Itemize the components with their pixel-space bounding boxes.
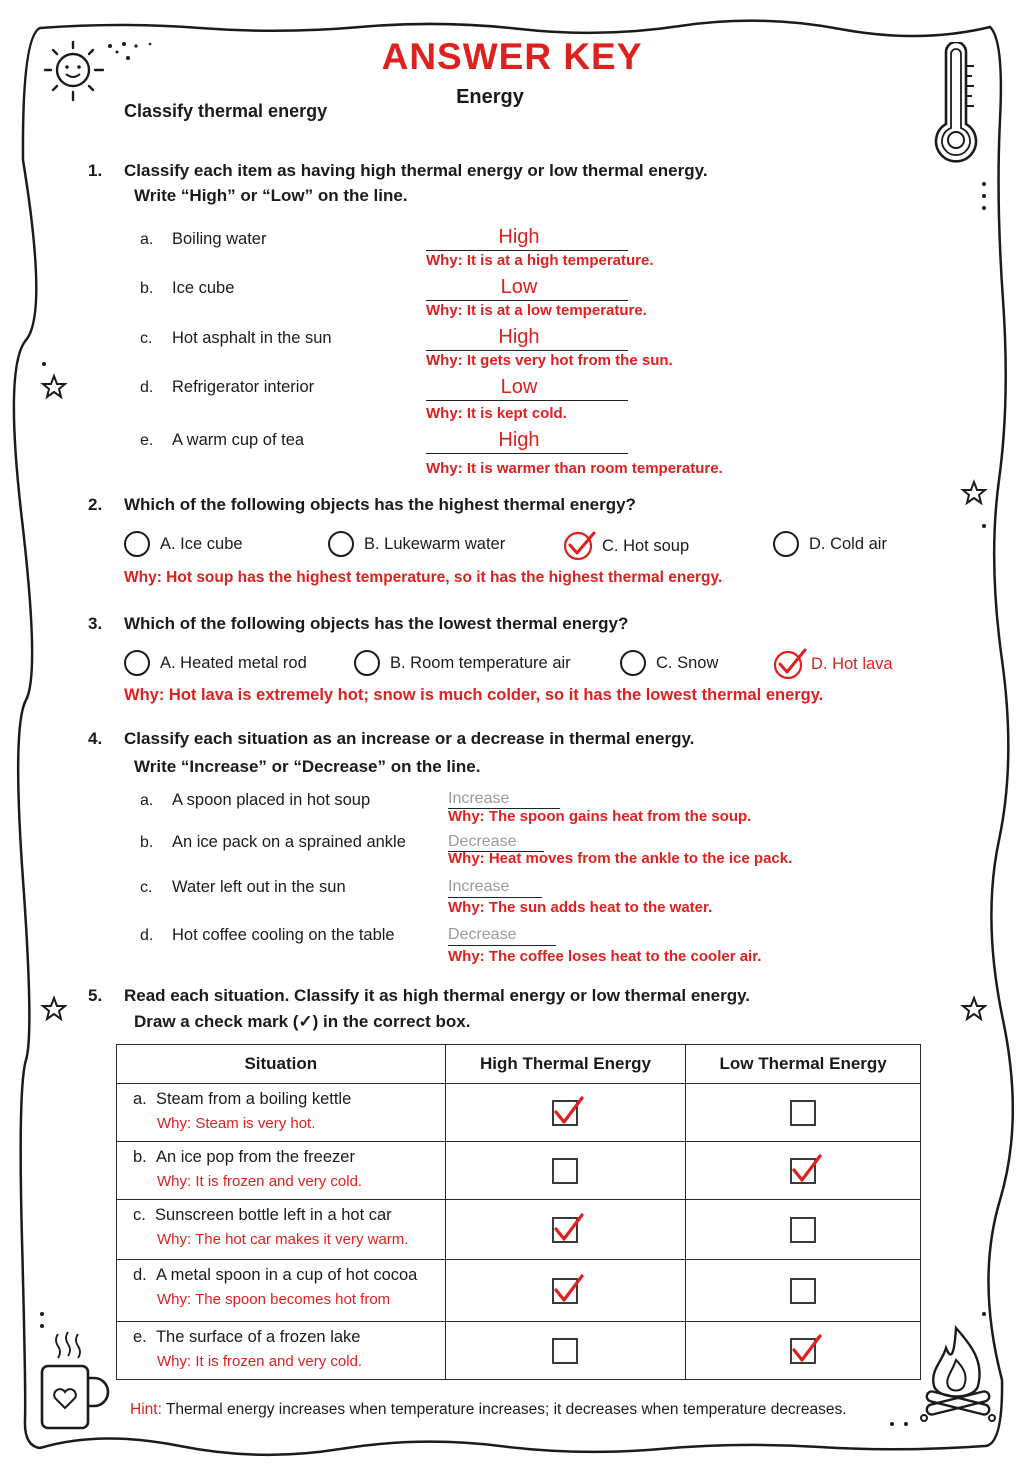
why-text: Why: It is at a low temperature. bbox=[426, 302, 647, 319]
option-label: D. Hot lava bbox=[811, 654, 893, 673]
question-text: Classify each situation as an increase or a decrease in thermal energy. bbox=[124, 729, 695, 748]
star-icon bbox=[958, 478, 992, 534]
check-icon bbox=[552, 1096, 586, 1130]
option-label: B. Room temperature air bbox=[390, 653, 571, 672]
table-row bbox=[117, 1142, 921, 1200]
answer-line bbox=[448, 945, 556, 946]
col-header-low: Low Thermal Energy bbox=[686, 1045, 921, 1084]
question-number: 3. bbox=[88, 614, 103, 633]
option-label: C. Snow bbox=[656, 653, 719, 672]
radio-circle[interactable] bbox=[124, 531, 150, 557]
radio-circle[interactable] bbox=[124, 650, 150, 676]
low-checkbox[interactable] bbox=[790, 1278, 816, 1304]
option-label: A. Heated metal rod bbox=[160, 653, 307, 672]
item-label: Water left out in the sun bbox=[172, 878, 346, 896]
answer-text: Increase bbox=[448, 790, 510, 807]
check-icon bbox=[564, 531, 598, 561]
row-letter: b. bbox=[133, 1148, 147, 1166]
col-header-situation: Situation bbox=[117, 1045, 446, 1084]
radio-circle[interactable] bbox=[620, 650, 646, 676]
answer-line bbox=[426, 400, 628, 401]
item-label: Refrigerator interior bbox=[172, 378, 315, 396]
why-text: Why: The spoon becomes hot from bbox=[157, 1291, 391, 1308]
radio-circle[interactable] bbox=[773, 531, 799, 557]
option-a[interactable] bbox=[124, 650, 307, 676]
row-label: Sunscreen bottle left in a hot car bbox=[155, 1206, 392, 1224]
table-row bbox=[117, 1322, 921, 1380]
item-letter: a. bbox=[140, 231, 154, 248]
check-icon bbox=[552, 1213, 586, 1247]
star-icon bbox=[38, 360, 70, 404]
option-c[interactable] bbox=[620, 650, 718, 676]
question-instruction: Write “High” or “Low” on the line. bbox=[134, 186, 408, 205]
radio-circle[interactable] bbox=[328, 531, 354, 557]
star-icon bbox=[958, 994, 990, 1030]
low-checkbox[interactable] bbox=[790, 1100, 816, 1126]
option-d[interactable] bbox=[773, 531, 887, 557]
row-label: A metal spoon in a cup of hot cocoa bbox=[155, 1266, 418, 1284]
mug-icon bbox=[32, 1308, 112, 1436]
low-checkbox[interactable] bbox=[790, 1158, 816, 1184]
item-letter: c. bbox=[140, 330, 153, 347]
question-number: 4. bbox=[88, 729, 103, 748]
item-letter: b. bbox=[140, 834, 154, 851]
item-label: Hot coffee cooling on the table bbox=[172, 926, 395, 944]
answer-text: Low bbox=[500, 376, 538, 398]
why-text: Why: It is frozen and very cold. bbox=[157, 1173, 363, 1190]
item-letter: d. bbox=[140, 927, 154, 944]
why-text: Why: It is frozen and very cold. bbox=[157, 1353, 363, 1370]
col-header-high: High Thermal Energy bbox=[445, 1045, 686, 1084]
classification-table bbox=[116, 1044, 921, 1380]
row-letter: d. bbox=[133, 1266, 147, 1284]
campfire-icon bbox=[916, 1306, 1000, 1430]
row-letter: e. bbox=[133, 1328, 147, 1346]
why-text: Why: It is at a high temperature. bbox=[426, 252, 654, 269]
why-text: Why: It is kept cold. bbox=[426, 405, 567, 422]
check-icon bbox=[790, 1154, 824, 1188]
table-row bbox=[117, 1200, 921, 1260]
why-text: Why: Hot soup has the highest temperature, so it has the highest thermal energy. bbox=[124, 569, 723, 586]
hint-text bbox=[130, 1401, 847, 1419]
answer-line bbox=[426, 250, 628, 251]
item-letter: a. bbox=[140, 792, 154, 809]
question-number: 2. bbox=[88, 495, 103, 514]
answer-text: Increase bbox=[448, 878, 510, 895]
option-label: A. Ice cube bbox=[160, 534, 243, 553]
row-letter: a. bbox=[133, 1090, 147, 1108]
why-text: Why: The coffee loses heat to the cooler air. bbox=[448, 948, 762, 965]
why-text: Why: The sun adds heat to the water. bbox=[448, 899, 713, 916]
hint-label: Hint: bbox=[130, 1401, 162, 1418]
why-text: Why: Steam is very hot. bbox=[157, 1115, 316, 1132]
low-checkbox[interactable] bbox=[790, 1217, 816, 1243]
high-checkbox[interactable] bbox=[552, 1217, 578, 1243]
question-instruction: Write “Increase” or “Decrease” on the line. bbox=[134, 757, 481, 776]
option-label: B. Lukewarm water bbox=[364, 534, 506, 553]
row-letter: c. bbox=[133, 1206, 146, 1224]
answer-line bbox=[426, 300, 628, 301]
why-text: Why: The spoon gains heat from the soup. bbox=[448, 808, 752, 825]
high-checkbox[interactable] bbox=[552, 1158, 578, 1184]
item-label: A spoon placed in hot soup bbox=[172, 791, 371, 809]
answer-text: Low bbox=[500, 276, 538, 298]
option-b[interactable] bbox=[354, 650, 571, 676]
item-letter: d. bbox=[140, 379, 154, 396]
dots-decoration bbox=[978, 178, 990, 214]
table-row bbox=[117, 1260, 921, 1322]
answer-line bbox=[426, 453, 628, 454]
question-text: Which of the following objects has the lowest thermal energy? bbox=[124, 614, 629, 633]
table-header-row bbox=[117, 1045, 921, 1084]
option-a[interactable] bbox=[124, 531, 243, 557]
option-label: C. Hot soup bbox=[602, 536, 690, 555]
option-c-correct[interactable] bbox=[564, 531, 689, 561]
row-label: Steam from a boiling kettle bbox=[155, 1090, 352, 1108]
option-label: D. Cold air bbox=[809, 534, 887, 553]
check-icon bbox=[790, 1334, 824, 1368]
question-text: Which of the following objects has the highest thermal energy? bbox=[124, 495, 636, 514]
answer-text: Decrease bbox=[448, 833, 517, 850]
option-b[interactable] bbox=[328, 531, 505, 557]
question-text: Classify each item as having high thermal energy or low thermal energy. bbox=[124, 161, 708, 180]
high-checkbox[interactable] bbox=[552, 1278, 578, 1304]
item-label: Hot asphalt in the sun bbox=[172, 329, 332, 347]
why-text: Why: It is warmer than room temperature. bbox=[426, 460, 723, 477]
item-label: A warm cup of tea bbox=[172, 431, 305, 449]
answer-key-title: ANSWER KEY bbox=[381, 36, 643, 77]
item-label: Ice cube bbox=[172, 279, 235, 297]
star-icon bbox=[38, 994, 70, 1030]
high-checkbox[interactable] bbox=[552, 1338, 578, 1364]
why-text: Why: The hot car makes it very warm. bbox=[157, 1231, 409, 1248]
answer-line bbox=[426, 350, 628, 351]
answer-text: High bbox=[498, 429, 540, 451]
why-text: Why: Hot lava is extremely hot; snow is much colder, so it has the lowest thermal energy. bbox=[124, 686, 824, 704]
hint-body: Thermal energy increases when temperature increases; it decreases when temperature decreases. bbox=[161, 1401, 847, 1418]
item-letter: c. bbox=[140, 879, 153, 896]
answer-text: High bbox=[498, 226, 540, 248]
table-row bbox=[117, 1084, 921, 1142]
question-text: Read each situation. Classify it as high thermal energy or low thermal energy. bbox=[124, 986, 751, 1005]
item-label: Boiling water bbox=[172, 230, 267, 248]
answer-line bbox=[448, 897, 542, 898]
low-checkbox[interactable] bbox=[790, 1338, 816, 1364]
why-text: Why: It gets very hot from the sun. bbox=[426, 352, 673, 369]
item-label: An ice pack on a sprained ankle bbox=[172, 833, 406, 851]
why-text: Why: Heat moves from the ankle to the ice pack. bbox=[448, 850, 793, 867]
topic-label: Classify thermal energy bbox=[124, 101, 328, 121]
row-label: An ice pop from the freezer bbox=[155, 1148, 355, 1166]
row-label: The surface of a frozen lake bbox=[155, 1328, 361, 1346]
option-d-correct[interactable] bbox=[773, 648, 893, 680]
check-icon bbox=[552, 1274, 586, 1308]
radio-circle[interactable] bbox=[354, 650, 380, 676]
item-letter: e. bbox=[140, 432, 154, 449]
question-number: 1. bbox=[88, 161, 103, 180]
answer-text: Decrease bbox=[448, 926, 517, 943]
high-checkbox[interactable] bbox=[552, 1100, 578, 1126]
answer-text: High bbox=[498, 326, 540, 348]
question-instruction: Draw a check mark (✓) in the correct box. bbox=[134, 1012, 471, 1031]
question-number: 5. bbox=[88, 986, 103, 1005]
check-icon bbox=[773, 648, 809, 680]
subject-title: Energy bbox=[456, 86, 524, 108]
item-letter: b. bbox=[140, 280, 154, 297]
dots-decoration bbox=[886, 1418, 916, 1430]
